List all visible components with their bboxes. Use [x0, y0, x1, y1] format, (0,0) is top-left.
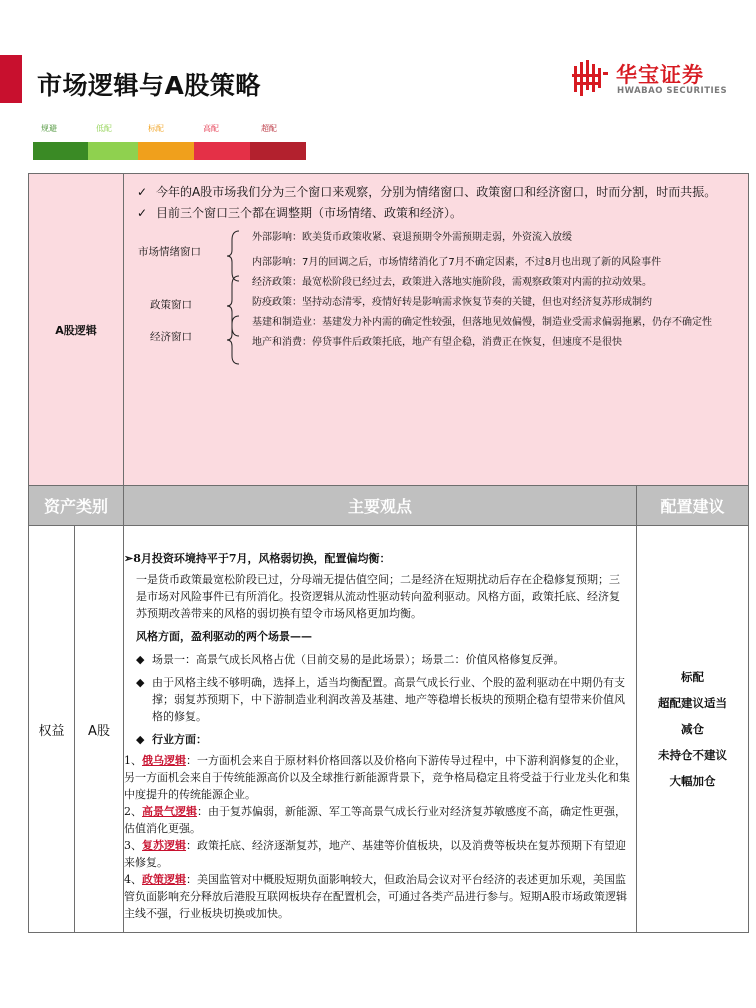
checkmark-icon: ✓ — [137, 206, 148, 220]
diamond-bullet-icon: ◆ — [136, 733, 145, 746]
view-headline-text: 8月投资环境持平于7月，风格弱切换，配置偏均衡： — [133, 552, 391, 565]
header-asset-class: 资产类别 — [29, 486, 124, 526]
industry-num: 4、 — [124, 873, 143, 886]
window-economy — [134, 315, 740, 350]
rec-line: 未持仓不建议 — [658, 748, 728, 762]
window-item: 外部影响：欧美货币政策收紧、衰退预期令外需预期走弱，外资流入放缓 — [252, 232, 573, 243]
industry-text: ：一方面机会来自于原材料价格回落以及价格向下游传导过程中，中下游利润修复的企业，另一方面机会来自于传统能源高价以及全球推行新能源背景下，竞争格局稳定且将受益于行业龙头化和集中度提升的传统能源企业。 — [124, 754, 631, 801]
window-item: 防疫政策：坚持动态清零，疫情好转是影响需求恢复节奏的关键，但也对经济复苏形成制约 — [252, 297, 653, 308]
asset-sub-cell: A股 — [75, 526, 124, 933]
legend-swatch-strong-overweight — [250, 142, 306, 160]
legend-swatch-avoid — [33, 142, 88, 160]
window-item: 内部影响：7月的回调之后，市场情绪消化了7月不确定因素，不过8月也出现了新的风险事件 — [252, 257, 662, 268]
legend-label-underweight: 低配 — [96, 124, 112, 133]
main-view-cell — [124, 526, 637, 933]
window-label: 经济窗口 — [150, 331, 193, 343]
logo-text-cn: 华宝证券 — [616, 63, 704, 87]
window-item: 地产和消费：停贷事件后政策托底，地产有望企稳，消费正在恢复，但速度不是很快 — [252, 337, 623, 348]
legend-label-strong-overweight: 超配 — [261, 124, 277, 133]
header-main-view: 主要观点 — [124, 486, 637, 526]
industry-name: 俄乌逻辑 — [142, 754, 187, 767]
legend-label-neutral: 标配 — [148, 124, 164, 133]
table-row — [29, 526, 749, 933]
industry-name: 政策逻辑 — [142, 873, 187, 886]
company-logo — [572, 58, 748, 102]
a-share-logic-label: A股逻辑 — [29, 174, 124, 486]
brace-icon — [226, 315, 240, 365]
header-allocation: 配置建议 — [637, 486, 749, 526]
table-header-row — [29, 486, 749, 526]
rating-legend-labels — [33, 123, 333, 137]
allocation-recommendation-cell — [637, 526, 749, 933]
legend-label-overweight: 高配 — [203, 124, 219, 133]
window-policy — [134, 275, 740, 310]
asset-class-cell: 权益 — [29, 526, 75, 933]
rec-line: 标配 — [681, 670, 705, 684]
view-headline — [124, 550, 630, 567]
diamond-bullet-icon: ◆ — [136, 653, 145, 666]
legend-swatch-underweight — [88, 142, 138, 160]
scenario-item — [124, 674, 630, 725]
view-intro: 一是货币政策最宽松阶段已过，分母端无提估值空间；二是经济在短期扰动后存在企稳修复预期；三是市场对风险事件已有所消化。投资逻辑从流动性驱动转向盈利驱动。风格方面，政策托底、经济复苏预期改善带来的风格的弱切换有望令市场风格更加均衡。 — [136, 573, 621, 620]
rec-line: 超配建议适当 — [658, 696, 728, 710]
industry-name: 复苏逻辑 — [142, 839, 187, 852]
rec-line: 减仓 — [681, 722, 705, 736]
rec-line: 大幅加仓 — [669, 774, 716, 788]
arrow-bullet-icon: ➢ — [124, 552, 134, 565]
scenario-item — [124, 651, 630, 668]
industry-num: 1、 — [124, 754, 143, 767]
industry-title-text: 行业方面： — [152, 733, 208, 746]
window-sentiment — [134, 230, 740, 270]
window-item: 基建和制造业：基建发力补内需的确定性较强，但落地见效偏慢，制造业受需求偏弱拖累，仍存不确定性 — [252, 317, 713, 328]
page-title: 市场逻辑与A股策略 — [37, 71, 261, 100]
rating-legend-bar — [33, 142, 306, 160]
industry-text: ：由于复苏偏弱，新能源、军工等高景气成长行业对经济复苏敏感度不高，确定性更强，估值消化更强。 — [124, 805, 627, 835]
logic-check-item — [134, 205, 740, 222]
logo-mark-icon — [572, 60, 610, 96]
industry-item — [124, 803, 630, 837]
industry-item — [124, 752, 630, 803]
industry-title — [124, 731, 630, 748]
window-label: 市场情绪窗口 — [138, 246, 202, 258]
window-label: 政策窗口 — [150, 299, 193, 311]
industry-text: ：政策托底、经济逐渐复苏，地产、基建等价值板块，以及消费等板块在复苏预期下有望迎来修复。 — [124, 839, 627, 869]
legend-swatch-neutral — [138, 142, 194, 160]
strategy-table — [28, 173, 749, 933]
logic-check-text: 今年的A股市场我们分为三个窗口来观察，分别为情绪窗口、政策窗口和经济窗口，时而分割，时而共振。 — [156, 185, 717, 199]
industry-name: 高景气逻辑 — [142, 805, 198, 818]
style-title: 风格方面，盈利驱动的两个场景—— — [136, 630, 313, 643]
industry-item — [124, 871, 630, 922]
diamond-bullet-icon: ◆ — [136, 676, 145, 689]
logo-text-en: HWABAO SECURITIES — [617, 86, 728, 96]
industry-num: 2、 — [124, 805, 143, 818]
logic-check-item — [134, 184, 740, 201]
scenario-text: 由于风格主线不够明确，选择上，适当均衡配置。高景气成长行业、个股的盈利驱动在中期仍有支撑；弱复苏预期下，中下游制造业利润改善及基建、地产等稳增长板块的预期企稳有望带来价值风格的修复。 — [152, 676, 626, 723]
window-item: 经济政策：最宽松阶段已经过去，政策进入落地实施阶段，需观察政策对内需的拉动效果。 — [252, 277, 653, 288]
industry-item — [124, 837, 630, 871]
logic-check-text: 目前三个窗口三个都在调整期（市场情绪、政策和经济）。 — [156, 206, 463, 220]
legend-swatch-overweight — [194, 142, 250, 160]
legend-label-avoid: 规避 — [41, 124, 57, 133]
title-accent-bar — [0, 55, 22, 103]
scenario-text: 场景一：高景气成长风格占优（目前交易的是此场景）；场景二：价值风格修复反弹。 — [152, 653, 565, 666]
industry-text: ：美国监管对中概股短期负面影响较大，但政治局会议对平台经济的表述更加乐观，美国监管负面影响充分释放后港股互联网板块存在配置机会，可通过各类产品进行参与。短期A股市场政策逻辑主线不强，行业板块切换或加快。 — [124, 873, 627, 920]
checkmark-icon: ✓ — [137, 185, 148, 199]
a-share-logic-body — [124, 174, 749, 486]
industry-num: 3、 — [124, 839, 143, 852]
